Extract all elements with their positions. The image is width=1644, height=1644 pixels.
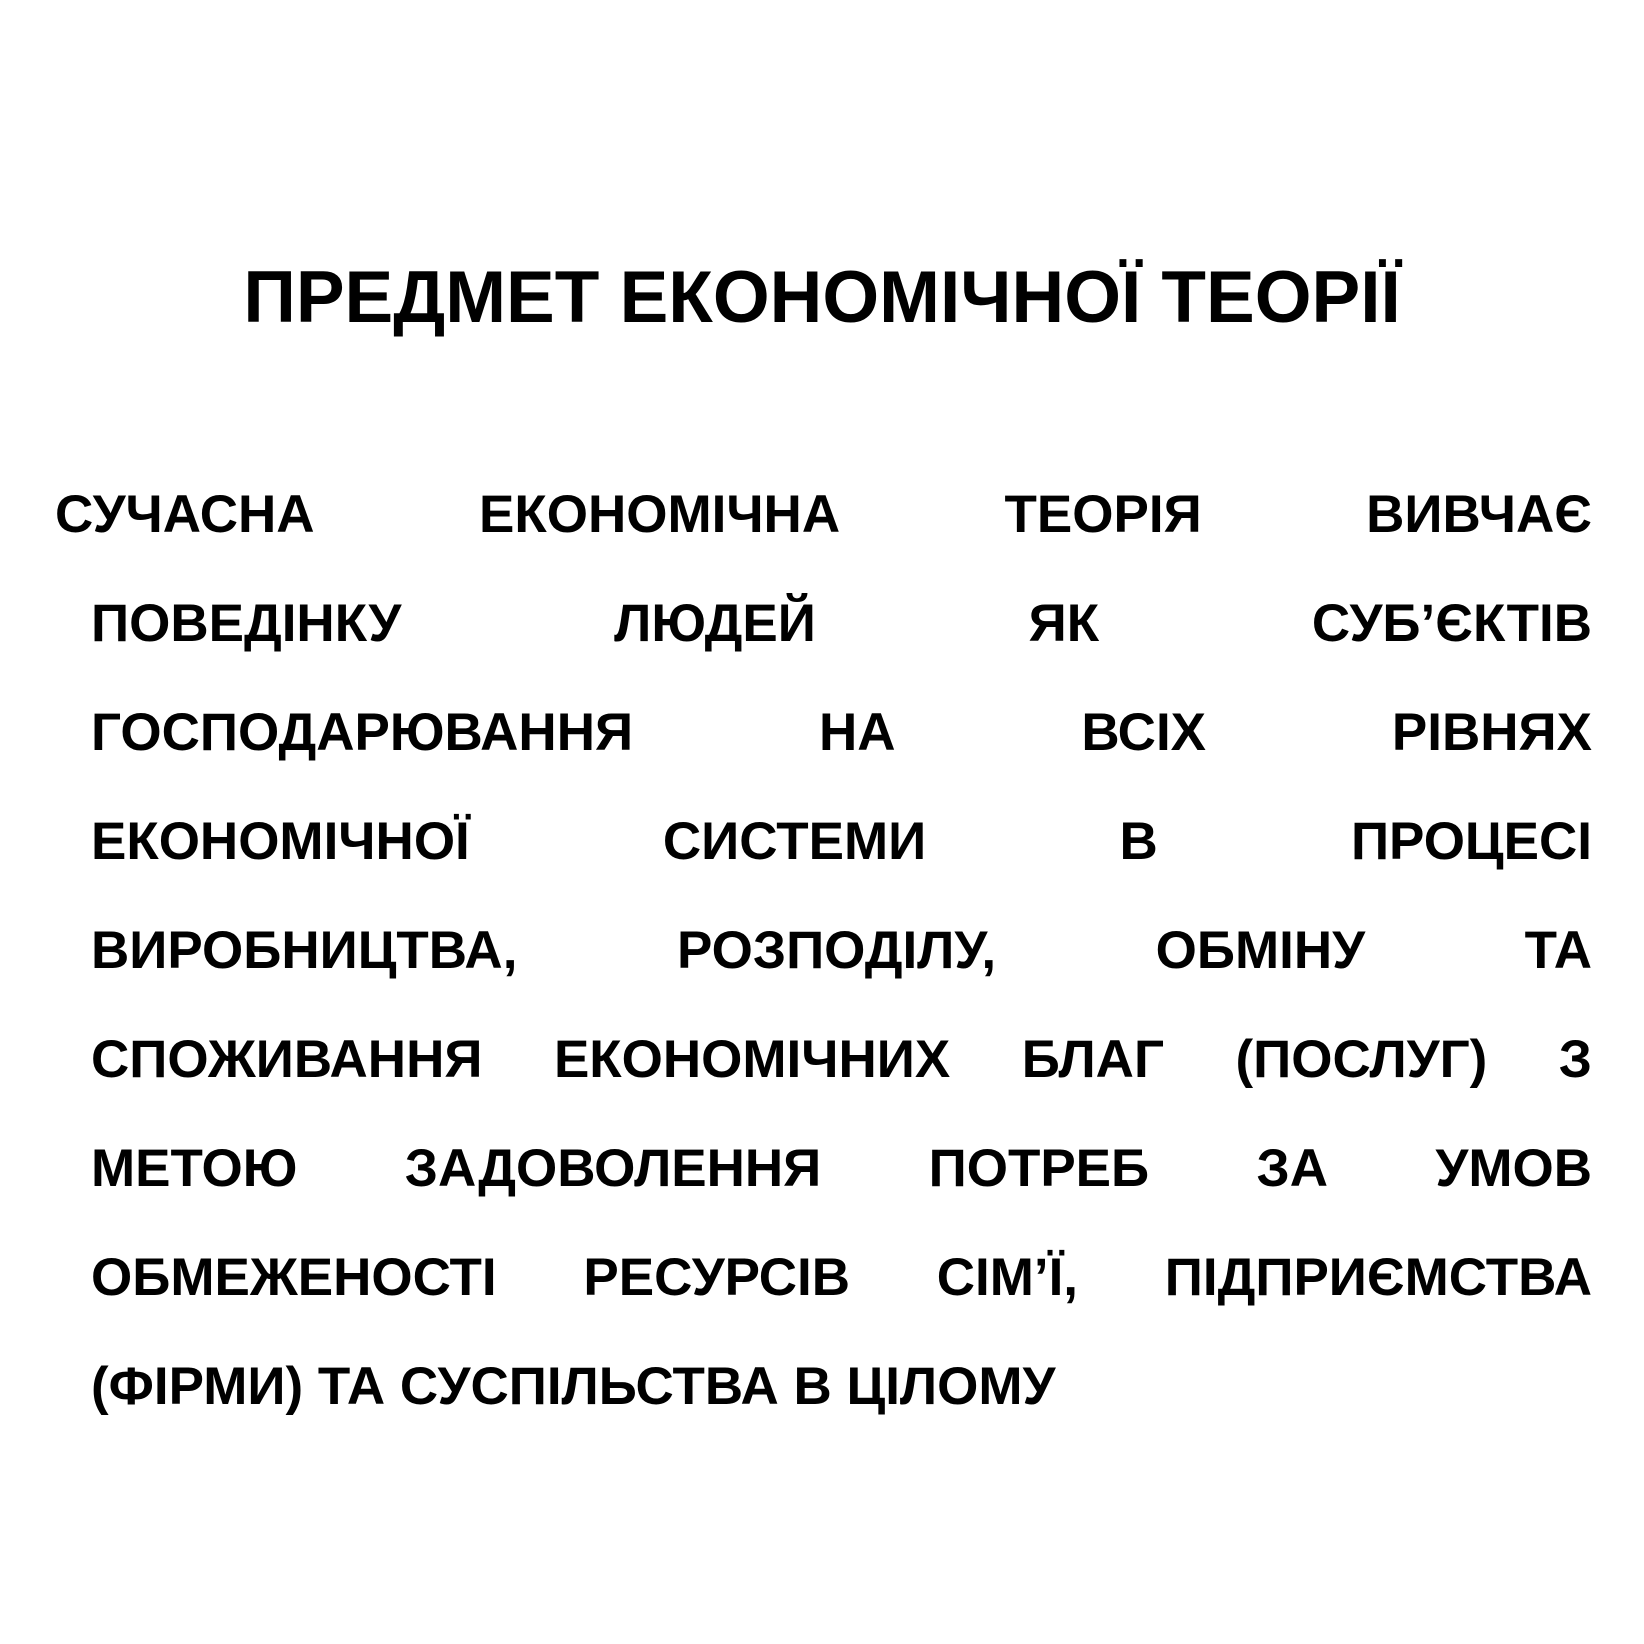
- body-word: В: [1119, 812, 1158, 871]
- body-word: ТЕОРІЯ: [1004, 485, 1202, 544]
- body-word: СИСТЕМИ: [662, 812, 927, 871]
- body-word: СІМ’Ї,: [936, 1248, 1078, 1307]
- body-word: ЕКОНОМІЧНА: [479, 485, 841, 544]
- body-word: СУЧАСНА: [55, 485, 315, 544]
- body-word: БЛАГ: [1021, 1030, 1165, 1089]
- body-line: [91, 589, 1592, 659]
- body-line: [91, 1025, 1592, 1095]
- body-word: РЕСУРСІВ: [583, 1248, 850, 1307]
- body-word: ЕКОНОМІЧНИХ: [553, 1030, 951, 1089]
- body-word: ЛЮДЕЙ: [614, 594, 816, 653]
- body-word: ПОТРЕБ: [928, 1139, 1150, 1198]
- body-line: [91, 1352, 1592, 1422]
- body-word: ЗАДОВОЛЕННЯ: [404, 1139, 822, 1198]
- body-word: ТА: [1524, 921, 1592, 980]
- body-word: НА: [818, 703, 896, 762]
- body-word: ПРОЦЕСІ: [1350, 812, 1592, 871]
- body-word: ЗА: [1256, 1139, 1328, 1198]
- body-word: ВИВЧАЄ: [1366, 485, 1592, 544]
- body-word: ПОВЕДІНКУ: [91, 594, 402, 653]
- body-word: ЕКОНОМІЧНОЇ: [91, 812, 470, 871]
- body-word: (ФІРМИ) ТА СУСПІЛЬСТВА В ЦІЛОМУ: [91, 1357, 1056, 1416]
- body-word: ОБМЕЖЕНОСТІ: [91, 1248, 497, 1307]
- body-word: СУБ’ЄКТІВ: [1311, 594, 1592, 653]
- body-word: (ПОСЛУГ): [1235, 1030, 1488, 1089]
- body-word: МЕТОЮ: [91, 1139, 298, 1198]
- body-word: ОБМІНУ: [1155, 921, 1366, 980]
- body-line: [91, 1243, 1592, 1313]
- body-word: ПІДПРИЄМСТВА: [1164, 1248, 1592, 1307]
- body-word: ГОСПОДАРЮВАННЯ: [91, 703, 634, 762]
- body-line: [91, 1134, 1592, 1204]
- body-word: ЯК: [1028, 594, 1100, 653]
- body-line: [91, 807, 1592, 877]
- body-word: СПОЖИВАННЯ: [91, 1030, 483, 1089]
- body-word: З: [1558, 1030, 1592, 1089]
- body-line: [91, 916, 1592, 986]
- body-word: УМОВ: [1435, 1139, 1592, 1198]
- slide-title: ПРЕДМЕТ ЕКОНОМІЧНОЇ ТЕОРІЇ: [243, 257, 1401, 338]
- body-word: ВИРОБНИЦТВА,: [91, 921, 518, 980]
- body-word: РОЗПОДІЛУ,: [677, 921, 997, 980]
- body-line: [91, 698, 1592, 768]
- body-word: РІВНЯХ: [1391, 703, 1592, 762]
- body-word: ВСІХ: [1081, 703, 1207, 762]
- body-line: [55, 480, 1592, 550]
